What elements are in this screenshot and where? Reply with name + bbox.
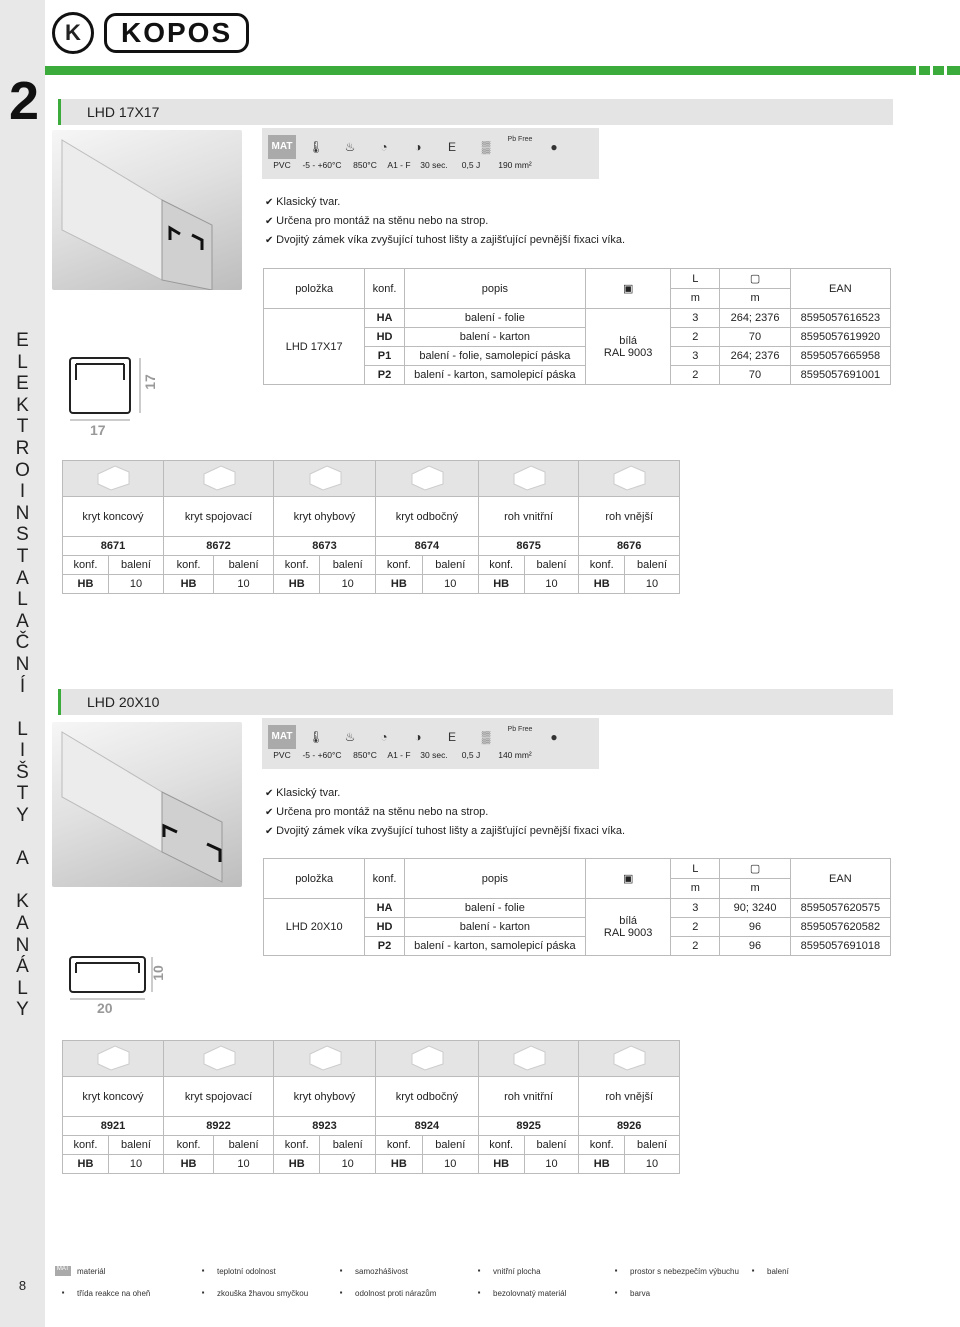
paint-icon: ▣: [586, 269, 671, 309]
accessory-code: 8676: [579, 537, 680, 556]
row-ean: 8595057691001: [790, 366, 890, 385]
vertical-letter: L: [17, 351, 28, 373]
col-conf: konf.: [365, 269, 404, 309]
vertical-letter: S: [16, 524, 29, 546]
vertical-letter: Á: [16, 956, 29, 978]
row-pack: 264; 2376: [720, 309, 790, 328]
accessory-name: kryt koncový: [63, 1077, 164, 1117]
legend-label: vnitřní plocha: [493, 1266, 541, 1276]
profile-drawing: [62, 945, 172, 1030]
accessory-pack: 10: [320, 1155, 376, 1174]
legend-item: [745, 1266, 789, 1276]
glow-wire-icon: ◔: [380, 139, 388, 154]
accessory-image: [164, 1041, 274, 1077]
vertical-letter: T: [16, 783, 29, 805]
col-conf: konf.: [365, 859, 404, 899]
accessory-conf: HB: [579, 1155, 625, 1174]
legend-item: [333, 1288, 436, 1298]
row-conf: HA: [365, 309, 404, 328]
row-conf: P2: [365, 366, 404, 385]
row-desc: balení - karton: [404, 918, 585, 937]
mat-value: 30 sec.: [420, 750, 448, 760]
legend-label: bezolovnatý materiál: [493, 1288, 567, 1298]
vertical-letter: K: [16, 394, 29, 416]
accessory-pack: 10: [625, 1155, 680, 1174]
accessory-code: 8926: [579, 1117, 680, 1136]
color-ral: RAL 9003: [603, 346, 653, 359]
accessory-conf: HB: [164, 575, 214, 594]
table-row: [264, 899, 891, 918]
feature-list: [265, 784, 625, 841]
vertical-letter: L: [17, 589, 28, 611]
legend-label: barva: [630, 1288, 651, 1298]
accessory-icon: [609, 462, 649, 492]
accessory-code: 8921: [63, 1117, 164, 1136]
impact-icon: E: [447, 139, 456, 154]
accessory-conf: HB: [478, 1155, 524, 1174]
accessory-conf: HB: [375, 575, 422, 594]
vertical-letter: Í: [19, 675, 26, 697]
feature-item: ✔ Určena pro montáž na stěnu nebo na strop.: [265, 212, 625, 231]
sub-pack: balení: [422, 1136, 478, 1155]
color-name: bílá: [619, 334, 638, 347]
flame-icon: ♨: [344, 729, 356, 744]
fire-class-icon: ▪: [61, 1288, 65, 1297]
paint-icon: ▪: [614, 1288, 618, 1297]
row-pack: 70: [720, 328, 790, 347]
accessory-icon: [609, 1042, 649, 1072]
color-ral: RAL 9003: [603, 927, 653, 939]
material-properties: [262, 718, 599, 769]
logo-wordmark: KOPOS: [104, 13, 249, 53]
product-illustration: [52, 722, 242, 887]
col-length: L: [671, 269, 719, 289]
accessory-pack: 10: [524, 575, 579, 594]
col-pack-unit: m: [750, 292, 760, 304]
accessory-conf: HB: [579, 575, 625, 594]
spec-table: [263, 268, 891, 385]
vertical-letter: N: [15, 502, 30, 524]
vertical-letter: Y: [16, 999, 29, 1021]
row-pack: 90; 3240: [720, 899, 790, 918]
table-row: [63, 1117, 680, 1136]
table-row: [63, 575, 680, 594]
legend-item: [333, 1266, 408, 1276]
bomb-icon: ▪: [614, 1266, 618, 1275]
accessory-icon: [93, 1042, 133, 1072]
accessory-icon: [305, 462, 345, 492]
mat-icon: MAT: [268, 135, 296, 159]
accessory-pack: 10: [214, 1155, 274, 1174]
row-pack: 96: [720, 918, 790, 937]
legend-item: [55, 1266, 105, 1276]
mat-value: 30 sec.: [420, 160, 448, 170]
legend-label: zkouška žhavou smyčkou: [217, 1288, 309, 1298]
sub-conf: konf.: [478, 556, 524, 575]
vertical-title: [0, 330, 45, 1021]
row-length: 2: [671, 937, 720, 956]
row-desc: balení - karton, samolepicí páska: [404, 937, 585, 956]
accessory-conf: HB: [63, 575, 109, 594]
col-ean: EAN: [790, 859, 890, 899]
col-pack-unit: m: [750, 882, 760, 894]
legend-item: [55, 1288, 150, 1298]
accessory-name: kryt koncový: [63, 497, 164, 537]
legend-label: třída reakce na oheň: [77, 1288, 151, 1298]
sub-conf: konf.: [375, 556, 422, 575]
row-length: 2: [671, 366, 720, 385]
table-row: [63, 1136, 680, 1155]
sub-conf: konf.: [579, 1136, 625, 1155]
row-length: 3: [671, 309, 720, 328]
chapter-number: 2: [8, 71, 37, 131]
section-title: LHD 20X10: [58, 689, 893, 715]
bomb-icon: ●: [550, 139, 558, 154]
col-ean: EAN: [790, 269, 890, 309]
vertical-letter: O: [15, 459, 30, 481]
mat-value: 850°C: [353, 750, 377, 760]
row-pack: 96: [720, 937, 790, 956]
box-icon: ▢: [720, 859, 789, 879]
row-desc: balení - karton: [404, 328, 585, 347]
vertical-letter: A: [16, 610, 29, 632]
profile-drawing: [62, 350, 172, 450]
vertical-letter: N: [15, 653, 30, 675]
accessory-image: [478, 1041, 579, 1077]
accessory-pack: 10: [524, 1155, 579, 1174]
col-length-unit: m: [690, 882, 700, 894]
sub-conf: konf.: [375, 1136, 422, 1155]
col-desc: popis: [404, 859, 585, 899]
accessory-code: 8674: [375, 537, 478, 556]
accessory-code: 8922: [164, 1117, 274, 1136]
sub-conf: konf.: [478, 1136, 524, 1155]
thermometer-icon: 🌡: [308, 139, 324, 154]
vertical-letter: [0, 827, 45, 849]
row-desc: balení - folie: [404, 309, 585, 328]
accessory-name: kryt odbočný: [375, 497, 478, 537]
row-conf: HD: [365, 918, 404, 937]
mat-value: A1 - F: [387, 750, 411, 760]
feature-item: ✔ Klasický tvar.: [265, 784, 625, 803]
table-row: [63, 1077, 680, 1117]
paint-icon: ▣: [586, 859, 671, 899]
accessory-icon: [407, 462, 447, 492]
vertical-letter: Y: [16, 805, 29, 827]
sub-pack: balení: [625, 556, 680, 575]
sub-pack: balení: [214, 1136, 274, 1155]
accessory-name: kryt ohybový: [274, 497, 376, 537]
col-length-unit: m: [690, 292, 700, 304]
sub-pack: balení: [524, 1136, 579, 1155]
accessory-pack: 10: [320, 575, 376, 594]
accessory-name: roh vnější: [579, 1077, 680, 1117]
row-length: 2: [671, 328, 720, 347]
col-item: položka: [264, 269, 365, 309]
col-desc: popis: [404, 269, 585, 309]
mat-value: -5 - +60°C: [302, 750, 342, 760]
vertical-letter: L: [17, 718, 28, 740]
logo-circle: K: [52, 12, 94, 54]
vertical-letter: T: [16, 416, 29, 438]
legend-label: odolnost proti nárazům: [355, 1288, 437, 1298]
sub-conf: konf.: [274, 1136, 320, 1155]
mat-value: A1 - F: [387, 160, 411, 170]
thermometer-icon: ▪: [201, 1266, 205, 1275]
sub-pack: balení: [320, 1136, 376, 1155]
row-pack: 264; 2376: [720, 347, 790, 366]
sub-conf: konf.: [63, 1136, 109, 1155]
glow-wire-icon: ▪: [201, 1288, 205, 1297]
sub-conf: konf.: [164, 1136, 214, 1155]
dim-width: 20: [97, 1000, 113, 1016]
accessory-pack: 10: [422, 575, 478, 594]
pattern-icon: ▪: [477, 1266, 481, 1275]
accessory-code: 8673: [274, 537, 376, 556]
legend-label: teplotní odolnost: [217, 1266, 276, 1276]
accessory-name: kryt spojovací: [164, 497, 274, 537]
material-properties: [262, 128, 599, 179]
accessory-pack: 10: [108, 575, 163, 594]
accessory-image: [63, 1041, 164, 1077]
vertical-letter: R: [15, 437, 30, 459]
row-pack: 70: [720, 366, 790, 385]
accessory-pack: 10: [108, 1155, 163, 1174]
product-illustration: [52, 130, 242, 290]
vertical-letter: A: [16, 848, 29, 870]
mat-value: 0,5 J: [461, 160, 481, 170]
flame-icon: ♨: [344, 139, 356, 154]
accessory-code: 8675: [478, 537, 579, 556]
accessory-icon: [305, 1042, 345, 1072]
legend-label: samozhášivost: [355, 1266, 408, 1276]
table-row: [63, 1041, 680, 1077]
accessory-image: [63, 461, 164, 497]
vertical-letter: I: [19, 481, 26, 503]
accessory-icon: [93, 462, 133, 492]
feature-item: ✔ Klasický tvar.: [265, 193, 625, 212]
accessory-conf: HB: [164, 1155, 214, 1174]
accessory-code: 8924: [375, 1117, 478, 1136]
accessory-name: roh vnější: [579, 497, 680, 537]
row-length: 3: [671, 899, 720, 918]
sub-pack: balení: [625, 1136, 680, 1155]
col-item: položka: [264, 859, 365, 899]
box-icon: ▢: [720, 269, 789, 289]
row-length: 2: [671, 918, 720, 937]
row-conf: HA: [365, 899, 404, 918]
flame-wire-icon: ◑: [414, 139, 422, 154]
impact-icon: E: [447, 729, 456, 744]
vertical-letter: K: [16, 891, 29, 913]
accessory-conf: HB: [274, 575, 320, 594]
header-green-bar: [45, 66, 960, 75]
sub-conf: konf.: [274, 556, 320, 575]
mat-icon: MAT: [268, 725, 296, 749]
thermometer-icon: 🌡: [308, 729, 324, 744]
accessory-code: 8671: [63, 537, 164, 556]
sub-pack: balení: [108, 1136, 163, 1155]
row-ean: 8595057620575: [790, 899, 890, 918]
pb-free-icon: ▪: [477, 1288, 481, 1297]
pattern-icon: ▒: [481, 139, 491, 154]
bomb-icon: ●: [550, 729, 558, 744]
sub-pack: balení: [524, 556, 579, 575]
sub-pack: balení: [214, 556, 274, 575]
table-row: [63, 537, 680, 556]
product-code: LHD 17X17: [264, 309, 365, 385]
accessory-name: kryt odbočný: [375, 1077, 478, 1117]
accessories-table: [62, 460, 680, 594]
accessory-icon: [199, 462, 239, 492]
table-row: [264, 309, 891, 328]
kopos-logo: [52, 12, 249, 54]
dim-height: 17: [141, 374, 158, 390]
accessory-conf: HB: [274, 1155, 320, 1174]
row-length: 3: [671, 347, 720, 366]
mat-value: PVC: [273, 750, 291, 760]
flame-wire-icon: ◑: [414, 729, 422, 744]
col-length: L: [671, 859, 719, 879]
accessory-image: [274, 1041, 376, 1077]
flame-icon: ▪: [339, 1266, 343, 1275]
accessory-image: [579, 1041, 680, 1077]
row-ean: 8595057619920: [790, 328, 890, 347]
sub-conf: konf.: [579, 556, 625, 575]
feature-item: ✔ Dvojitý zámek víka zvyšující tuhost lišty a zajišťující pevnější fixaci víka.: [265, 822, 625, 841]
legend-item: [195, 1288, 308, 1298]
accessory-pack: 10: [625, 575, 680, 594]
accessory-code: 8672: [164, 537, 274, 556]
box-icon: ▪: [751, 1266, 755, 1275]
vertical-letter: Š: [16, 761, 29, 783]
row-ean: 8595057616523: [790, 309, 890, 328]
sub-pack: balení: [320, 556, 376, 575]
dim-width: 17: [90, 422, 106, 438]
vertical-letter: [0, 697, 45, 719]
accessories-table: [62, 1040, 680, 1174]
vertical-letter: L: [17, 977, 28, 999]
row-desc: balení - folie: [404, 899, 585, 918]
table-row: [63, 497, 680, 537]
vertical-letter: A: [16, 913, 29, 935]
row-conf: P2: [365, 937, 404, 956]
product-image: [52, 130, 242, 290]
legend-label: materiál: [77, 1266, 106, 1276]
accessory-image: [375, 461, 478, 497]
sub-pack: balení: [422, 556, 478, 575]
table-row: [63, 1155, 680, 1174]
accessory-image: [274, 461, 376, 497]
mat-value: PVC: [273, 160, 291, 170]
mat-icon: MAT: [55, 1266, 71, 1276]
accessory-icon: [509, 1042, 549, 1072]
legend-item: [195, 1266, 276, 1276]
legend-label: prostor s nebezpečím výbuchu: [630, 1266, 739, 1276]
vertical-letter: A: [16, 567, 29, 589]
row-desc: balení - folie, samolepicí páska: [404, 347, 585, 366]
vertical-letter: T: [16, 545, 29, 567]
legend-item: [471, 1266, 541, 1276]
accessory-code: 8925: [478, 1117, 579, 1136]
legend-item: [608, 1288, 650, 1298]
row-conf: P1: [365, 347, 404, 366]
row-ean: 8595057665958: [790, 347, 890, 366]
row-color: [586, 309, 671, 385]
vertical-letter: [0, 870, 45, 892]
pattern-icon: ▒: [481, 729, 491, 744]
mat-value: 190 mm²: [498, 160, 532, 170]
accessory-image: [375, 1041, 478, 1077]
vertical-letter: Č: [15, 632, 30, 654]
accessory-name: kryt ohybový: [274, 1077, 376, 1117]
table-row: [63, 461, 680, 497]
feature-item: ✔ Dvojitý zámek víka zvyšující tuhost lišty a zajišťující pevnější fixaci víka.: [265, 231, 625, 250]
glow-wire-icon: ◔: [380, 729, 388, 744]
row-conf: HD: [365, 328, 404, 347]
sub-pack: balení: [108, 556, 163, 575]
accessory-conf: HB: [375, 1155, 422, 1174]
accessory-conf: HB: [478, 575, 524, 594]
accessory-name: roh vnitřní: [478, 497, 579, 537]
mat-value: 140 mm²: [498, 750, 532, 760]
product-image: [52, 722, 242, 887]
table-row: [63, 556, 680, 575]
spec-table: [263, 858, 891, 956]
accessory-pack: 10: [214, 575, 274, 594]
accessory-name: kryt spojovací: [164, 1077, 274, 1117]
pb-free-icon: Pb Free: [507, 725, 533, 733]
legend-label: balení: [767, 1266, 789, 1276]
legend-item: [471, 1288, 566, 1298]
sub-conf: konf.: [63, 556, 109, 575]
vertical-letter: N: [15, 934, 30, 956]
mat-value: 0,5 J: [461, 750, 481, 760]
accessory-icon: [509, 462, 549, 492]
color-name: bílá: [619, 915, 638, 927]
row-ean: 8595057620582: [790, 918, 890, 937]
mat-value: -5 - +60°C: [302, 160, 342, 170]
impact-icon: ▪: [339, 1288, 343, 1297]
feature-list: [265, 193, 625, 250]
product-code: LHD 20X10: [264, 899, 365, 956]
mat-value: 850°C: [353, 160, 377, 170]
accessory-icon: [199, 1042, 239, 1072]
vertical-letter: I: [19, 740, 26, 762]
accessory-code: 8923: [274, 1117, 376, 1136]
sub-conf: konf.: [164, 556, 214, 575]
accessory-image: [579, 461, 680, 497]
vertical-letter: E: [16, 373, 29, 395]
feature-item: ✔ Určena pro montáž na stěnu nebo na strop.: [265, 803, 625, 822]
pb-free-icon: Pb Free: [507, 135, 533, 143]
row-ean: 8595057691018: [790, 937, 890, 956]
row-color: [586, 899, 671, 956]
legend-item: [608, 1266, 739, 1276]
accessory-image: [478, 461, 579, 497]
page-number: 8: [18, 1278, 27, 1293]
row-desc: balení - karton, samolepicí páska: [404, 366, 585, 385]
accessory-image: [164, 461, 274, 497]
section-title: LHD 17X17: [58, 99, 893, 125]
accessory-pack: 10: [422, 1155, 478, 1174]
dim-height: 10: [149, 965, 166, 981]
accessory-icon: [407, 1042, 447, 1072]
vertical-letter: E: [16, 330, 29, 351]
accessory-conf: HB: [63, 1155, 109, 1174]
accessory-name: roh vnitřní: [478, 1077, 579, 1117]
